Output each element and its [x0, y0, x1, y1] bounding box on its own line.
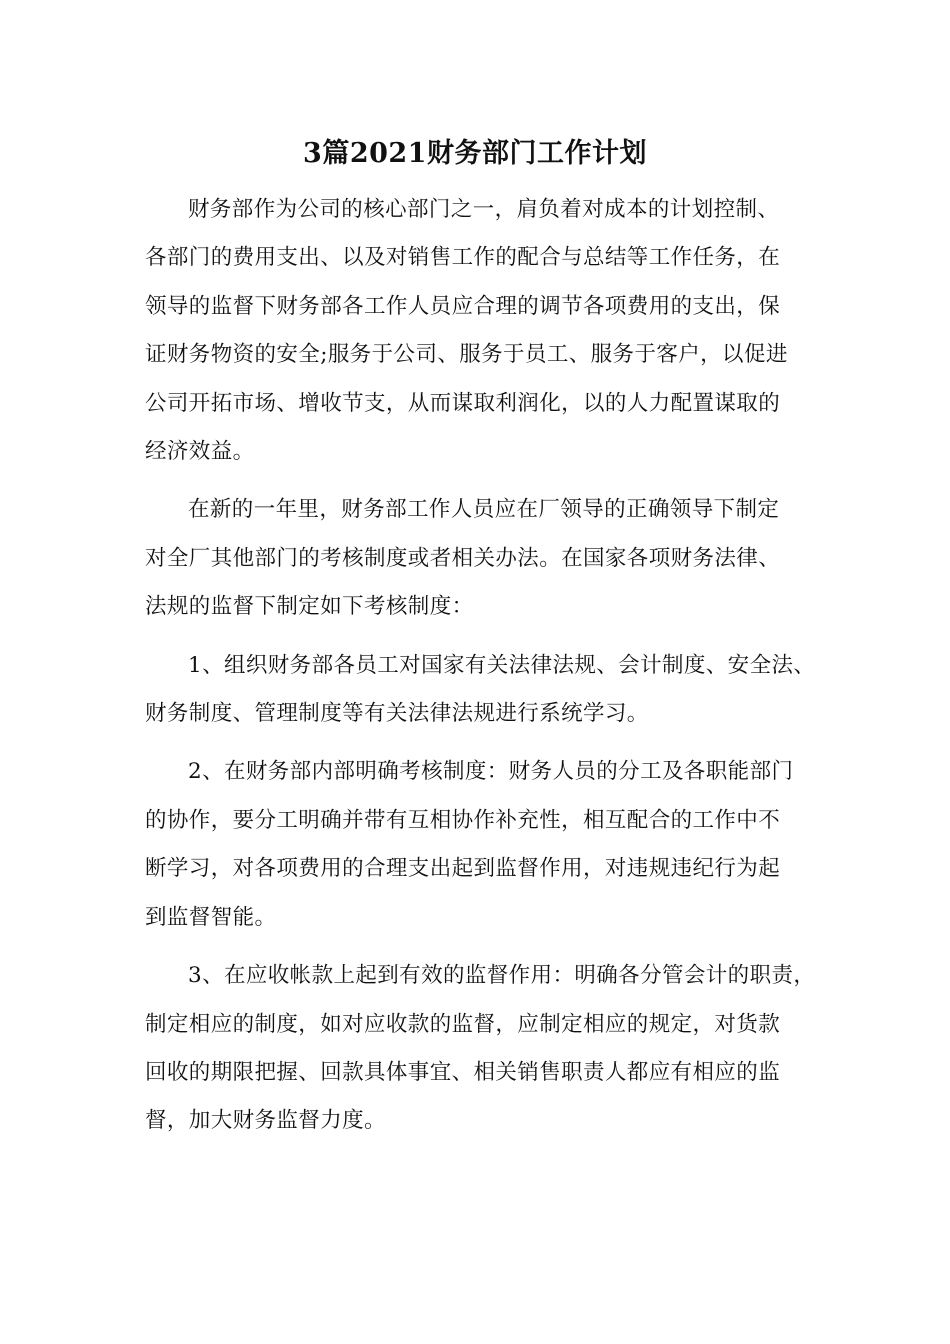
- paragraph-line: 财务制度、管理制度等有关法律法规进行系统学习。: [145, 701, 649, 727]
- paragraph-intro: [145, 186, 825, 476]
- paragraph-line: 法规的监督下制定如下考核制度：: [145, 594, 474, 620]
- paragraph-line: 领导的监督下财务部各工作人员应合理的调节各项费用的支出，保: [145, 293, 781, 319]
- paragraph-line: 回收的期限把握、回款具体事宜、相关销售职责人都应有相应的监: [145, 1059, 781, 1085]
- paragraph-line: 3、在应收帐款上起到有效的监督作用：明确各分管会计的职责，: [188, 963, 816, 989]
- paragraph-item-1: [145, 642, 825, 739]
- paragraph-line: 2、在财务部内部明确考核制度：财务人员的分工及各职能部门: [188, 759, 794, 785]
- paragraph-new-year: [145, 486, 825, 631]
- paragraph-line: 1、组织财务部各员工对国家有关法律法规、会计制度、安全法、: [188, 652, 816, 678]
- paragraph-line: 对全厂其他部门的考核制度或者相关办法。在国家各项财务法律、: [145, 545, 781, 571]
- paragraph-line: 财务部作为公司的核心部门之一，肩负着对成本的计划控制、: [188, 197, 780, 222]
- paragraph-line: 制定相应的制度，如对应收款的监督，应制定相应的规定，对货款: [145, 1011, 781, 1037]
- paragraph-item-2: [145, 748, 825, 942]
- paragraph-line: 公司开拓市场、增收节支，从而谋取利润化，以的人力配置谋取的: [145, 390, 781, 416]
- paragraph-line: 督，加大财务监督力度。: [145, 1108, 386, 1134]
- paragraph-line: 证财务物资的安全;服务于公司、服务于员工、服务于客户，以促进: [145, 342, 788, 368]
- paragraph-line: 的协作，要分工明确并带有互相协作补充性，相互配合的工作中不: [145, 807, 781, 833]
- paragraph-line: 在新的一年里，财务部工作人员应在厂领导的正确领导下制定: [188, 497, 780, 523]
- paragraph-line: 断学习，对各项费用的合理支出起到监督作用，对违规违纪行为起: [145, 856, 781, 882]
- paragraph-line: 各部门的费用支出、以及对销售工作的配合与总结等工作任务，在: [145, 245, 781, 271]
- paragraph-item-3: [145, 952, 825, 1146]
- paragraph-line: 经济效益。: [145, 439, 255, 465]
- document-body: [145, 186, 825, 1156]
- document-title: 3篇2021财务部门工作计划: [303, 138, 647, 169]
- paragraph-line: 到监督智能。: [145, 904, 277, 930]
